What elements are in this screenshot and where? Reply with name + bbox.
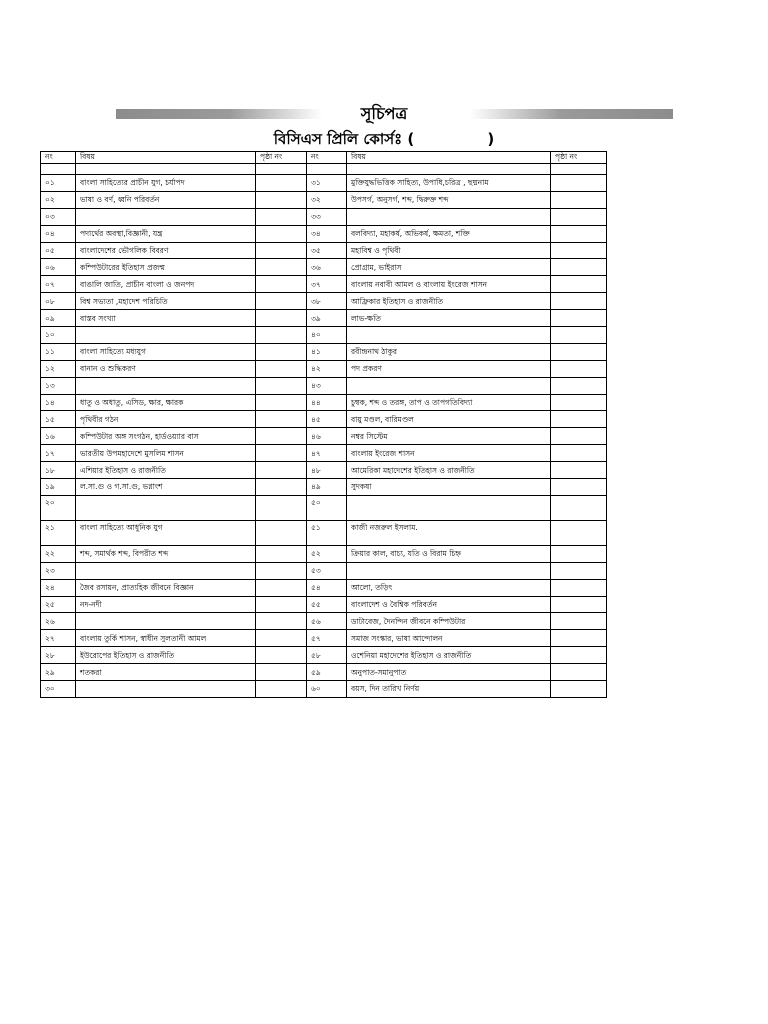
row-number-left: ২৩ [41, 562, 76, 579]
row-number-right: ৫৭ [307, 630, 347, 647]
row-page-left [256, 520, 307, 545]
row-subject-left: বানান ও শুদ্ধিকরণ [76, 360, 256, 377]
row-number-right: ৪৮ [307, 462, 347, 479]
row-page-right [551, 343, 607, 360]
table-row [41, 175, 607, 192]
row-page-right [551, 479, 607, 496]
row-number-right: ৩৭ [307, 276, 347, 293]
row-page-left [256, 293, 307, 310]
row-page-right [551, 579, 607, 596]
row-subject-right: বাংলায় নবাবী আমল ও বাংলায় ইংরেজ শাসন [347, 276, 551, 293]
page-title: সূচিপত্র [360, 104, 408, 123]
row-number-right: ৫৪ [307, 579, 347, 596]
row-subject-right [347, 562, 551, 579]
row-number-right: ৩৯ [307, 310, 347, 327]
row-page-right [551, 462, 607, 479]
row-number-left: ১৯ [41, 479, 76, 496]
column-header-page-left: পৃষ্ঠা নং [256, 152, 307, 164]
row-page-right [551, 562, 607, 579]
row-number-right: ৫৩ [307, 562, 347, 579]
table-row [41, 579, 607, 596]
row-subject-right [347, 208, 551, 225]
row-subject-right [347, 377, 551, 394]
contents-table-body [41, 163, 607, 697]
row-page-left [256, 445, 307, 462]
row-subject-left: শতকরা [76, 664, 256, 681]
row-page-right [551, 259, 607, 276]
row-page-right [551, 495, 607, 520]
row-subject-right: ডাটাবেজ, দৈনন্দিন জীবনে কম্পিউটার [347, 613, 551, 630]
table-row [41, 647, 607, 664]
row-number-left: ২৯ [41, 664, 76, 681]
row-number-left: ০৫ [41, 242, 76, 259]
column-header-number-left: নং [41, 152, 76, 164]
row-subject-right: রবীন্দ্রনাথ ঠাকুর [347, 343, 551, 360]
row-number-right: ৩১ [307, 175, 347, 192]
row-number-right: ৩২ [307, 191, 347, 208]
row-page-left [256, 647, 307, 664]
row-page-left [256, 208, 307, 225]
row-page-right [551, 242, 607, 259]
row-number-left: ১২ [41, 360, 76, 377]
row-page-left [256, 343, 307, 360]
row-number-right: ৩৮ [307, 293, 347, 310]
row-subject-right: মুক্তিযুদ্ধভিত্তিক সাহিত্য, উপাধি,চরিত্র , ছদ্মনাম [347, 175, 551, 192]
row-subject-right: সুদকষা [347, 479, 551, 496]
row-number-right: ৫২ [307, 545, 347, 562]
table-row [41, 411, 607, 428]
row-page-right [551, 545, 607, 562]
row-subject-left: কম্পিউটারের ইতিহাস প্রজন্ম [76, 259, 256, 276]
row-number-right: ৪৪ [307, 394, 347, 411]
row-page-right [551, 520, 607, 545]
row-number-left: ২৫ [41, 596, 76, 613]
row-subject-left: বাংলা সাহিত্যে আধুনিক যুগ [76, 520, 256, 545]
row-number-left: ৩০ [41, 681, 76, 698]
table-row [41, 520, 607, 545]
row-number-left: ২৭ [41, 630, 76, 647]
row-number-left: ১৮ [41, 462, 76, 479]
row-number-right: ৪৩ [307, 377, 347, 394]
table-row [41, 259, 607, 276]
row-subject-left: ধাতু ও অধাতু, এসিড, ক্ষার, ক্ষারক [76, 394, 256, 411]
row-page-left [256, 225, 307, 242]
row-number-right: ৪২ [307, 360, 347, 377]
table-row [41, 479, 607, 496]
row-number-right: ৪৭ [307, 445, 347, 462]
row-subject-left: বাঙালি জাতি, প্রাচীন বাংলা ও জনপদ [76, 276, 256, 293]
row-page-left [256, 191, 307, 208]
table-row [41, 596, 607, 613]
column-header-number-right: নং [307, 152, 347, 164]
row-subject-right: আলো, তড়িৎ [347, 579, 551, 596]
row-subject-right: লাভ-ক্ষতি [347, 310, 551, 327]
row-page-right [551, 327, 607, 344]
table-row [41, 310, 607, 327]
row-page-left [256, 562, 307, 579]
table-row [41, 495, 607, 520]
row-subject-left: কম্পিউটার অঙ্গ সংগঠন, হার্ডওয়্যার বাস [76, 428, 256, 445]
table-row [41, 428, 607, 445]
row-subject-right: নম্বর সিস্টেম [347, 428, 551, 445]
row-number-left: ১৭ [41, 445, 76, 462]
row-subject-left: ল.সা.গু ও গ.সা.গু, ভগ্নাংশ [76, 479, 256, 496]
row-page-right [551, 596, 607, 613]
table-row [41, 225, 607, 242]
table-row [41, 377, 607, 394]
row-page-left [256, 681, 307, 698]
row-subject-right: উপসর্গ, অনুসর্গ, শব্দ, দ্বিরুক্ত শব্দ [347, 191, 551, 208]
row-subject-right: প্রোগ্রাম, ভাইরাস [347, 259, 551, 276]
row-subject-left [76, 377, 256, 394]
row-page-left [256, 495, 307, 520]
row-subject-right: বাংলাদেশ ও বৈশ্বিক পরিবর্তন [347, 596, 551, 613]
table-row [41, 327, 607, 344]
row-number-right: ৪৫ [307, 411, 347, 428]
row-subject-right: বয়স, দিন তারিখ নির্ণয় [347, 681, 551, 698]
row-number-right: ৪১ [307, 343, 347, 360]
row-subject-right: অনুপাত-সমানুপাত [347, 664, 551, 681]
row-subject-right: কাজী নজরুল ইসলাম. [347, 520, 551, 545]
table-row [41, 681, 607, 698]
table-row [41, 562, 607, 579]
row-number-right: ৫৬ [307, 613, 347, 630]
row-subject-right: ওশেনিয়া মহাদেশের ইতিহাস ও রাজনীতি [347, 647, 551, 664]
row-subject-left: পৃথিবীর গঠন [76, 411, 256, 428]
row-number-left: ০৪ [41, 225, 76, 242]
row-page-right [551, 613, 607, 630]
row-page-right [551, 225, 607, 242]
row-number-left: ২০ [41, 495, 76, 520]
row-page-left [256, 462, 307, 479]
table-row [41, 613, 607, 630]
row-number-left: ২৮ [41, 647, 76, 664]
row-number-left: ২৬ [41, 613, 76, 630]
row-number-left: ০২ [41, 191, 76, 208]
row-number-right: ৫৯ [307, 664, 347, 681]
row-number-right: ৫৫ [307, 596, 347, 613]
row-subject-right: বায়ু মণ্ডল, বারিমণ্ডল [347, 411, 551, 428]
row-page-right [551, 276, 607, 293]
table-header-row [41, 152, 607, 164]
row-page-left [256, 411, 307, 428]
row-number-left: ২২ [41, 545, 76, 562]
row-page-left [256, 276, 307, 293]
row-number-right: ৫০ [307, 495, 347, 520]
table-spacer-row [41, 163, 607, 175]
row-page-right [551, 191, 607, 208]
row-subject-left: বাংলা সাহিত্যে মধ্যযুগ [76, 343, 256, 360]
row-number-right: ৩৬ [307, 259, 347, 276]
row-number-left: ০৩ [41, 208, 76, 225]
row-number-left: ২১ [41, 520, 76, 545]
row-subject-left [76, 681, 256, 698]
row-number-left: ১১ [41, 343, 76, 360]
row-subject-left [76, 562, 256, 579]
row-page-left [256, 394, 307, 411]
row-subject-right: ক্রিয়ার কাল, বাচ্য, যতি ও বিরাম চিহ্ন [347, 545, 551, 562]
row-page-right [551, 411, 607, 428]
row-number-right: ৩৫ [307, 242, 347, 259]
row-page-left [256, 175, 307, 192]
row-subject-left: বিশ্ব সভ্যতা ,মহাদেশ পরিচিতি [76, 293, 256, 310]
table-row [41, 445, 607, 462]
row-page-right [551, 681, 607, 698]
table-row [41, 191, 607, 208]
row-page-left [256, 259, 307, 276]
row-subject-left: বাস্তব সংখ্যা [76, 310, 256, 327]
row-subject-left: বাংলা সাহিত্যের প্রাচীন যুগ, চর্যাপদ [76, 175, 256, 192]
row-subject-right: আফ্রিকার ইতিহাস ও রাজনীতি [347, 293, 551, 310]
table-row [41, 208, 607, 225]
row-page-left [256, 545, 307, 562]
row-number-right: ৫৮ [307, 647, 347, 664]
row-number-left: ০৭ [41, 276, 76, 293]
row-number-right: ৬০ [307, 681, 347, 698]
row-number-right: ৫১ [307, 520, 347, 545]
row-number-right: ৩৩ [307, 208, 347, 225]
row-subject-right [347, 327, 551, 344]
row-page-right [551, 360, 607, 377]
column-header-page-right: পৃষ্ঠা নং [551, 152, 607, 164]
row-subject-left: শব্দ, সমার্থক শব্দ, বিপরীত শব্দ [76, 545, 256, 562]
row-page-left [256, 596, 307, 613]
row-subject-right: বলবিদ্যা, মহাকর্ষ, অভিকর্ষ, ক্ষমতা, শক্তি [347, 225, 551, 242]
row-number-left: ০৯ [41, 310, 76, 327]
row-number-left: ১৩ [41, 377, 76, 394]
row-subject-right: সমাজ সংস্কার, ভাষা আন্দোলন [347, 630, 551, 647]
row-number-left: ২৪ [41, 579, 76, 596]
row-subject-right [347, 495, 551, 520]
row-subject-left: ভারতীয় উপমহাদেশে মুসলিম শাসন [76, 445, 256, 462]
row-page-right [551, 293, 607, 310]
row-page-left [256, 360, 307, 377]
row-subject-right: পদ প্রকরণ [347, 360, 551, 377]
row-subject-left: এশিয়ার ইতিহাস ও রাজনীতি [76, 462, 256, 479]
row-subject-left: ইউরোপের ইতিহাস ও রাজনীতি [76, 647, 256, 664]
row-subject-left: ভাষা ও বর্ণ, ধ্বনি পরিবর্তন [76, 191, 256, 208]
row-number-right: ৩৪ [307, 225, 347, 242]
row-page-left [256, 479, 307, 496]
row-subject-left: নদ-নদী [76, 596, 256, 613]
row-subject-left [76, 495, 256, 520]
column-header-subject-right: বিষয় [347, 152, 551, 164]
row-page-right [551, 394, 607, 411]
row-number-right: ৪৯ [307, 479, 347, 496]
row-number-left: ১৪ [41, 394, 76, 411]
row-page-left [256, 613, 307, 630]
table-row [41, 545, 607, 562]
table-row [41, 242, 607, 259]
row-subject-left: বাংলাদেশের ভৌগলিক বিবরণ [76, 242, 256, 259]
row-number-right: ৪০ [307, 327, 347, 344]
row-subject-left: পদার্থের অবস্থা,বিজ্ঞানী, যন্ত্র [76, 225, 256, 242]
row-number-left: ১০ [41, 327, 76, 344]
row-page-left [256, 630, 307, 647]
table-row [41, 343, 607, 360]
row-page-left [256, 664, 307, 681]
table-row [41, 394, 607, 411]
row-number-left: ০৮ [41, 293, 76, 310]
row-subject-left [76, 327, 256, 344]
table-row [41, 293, 607, 310]
table-row [41, 360, 607, 377]
row-subject-left: বাংলায় তুর্কি শাসন, স্বাধীন সুলতানী আমল [76, 630, 256, 647]
row-page-right [551, 377, 607, 394]
row-page-left [256, 428, 307, 445]
table-row [41, 630, 607, 647]
row-number-left: ১৫ [41, 411, 76, 428]
row-subject-left [76, 208, 256, 225]
row-number-left: ০১ [41, 175, 76, 192]
row-page-left [256, 242, 307, 259]
row-page-right [551, 445, 607, 462]
page-subtitle: বিসিএস প্রিলি কোর্সঃ ( ) [273, 130, 495, 148]
row-subject-left: জৈব রসায়ন, প্রাত্যহিক জীবনে বিজ্ঞান [76, 579, 256, 596]
row-page-right [551, 428, 607, 445]
row-number-left: ১৬ [41, 428, 76, 445]
row-subject-left [76, 613, 256, 630]
row-page-left [256, 377, 307, 394]
table-row [41, 462, 607, 479]
row-subject-right: বাংলায় ইংরেজ শাসন [347, 445, 551, 462]
row-subject-right: মহাবিশ্ব ও পৃথিবী [347, 242, 551, 259]
contents-table [40, 151, 607, 698]
column-header-subject-left: বিষয় [76, 152, 256, 164]
table-row [41, 664, 607, 681]
row-page-left [256, 579, 307, 596]
row-number-left: ০৬ [41, 259, 76, 276]
row-page-right [551, 664, 607, 681]
row-number-right: ৪৬ [307, 428, 347, 445]
row-subject-right: চুম্বক, শব্দ ও তরঙ্গ, তাপ ও তাপগতিবিদ্যা [347, 394, 551, 411]
row-page-right [551, 647, 607, 664]
row-page-right [551, 208, 607, 225]
row-page-right [551, 630, 607, 647]
table-row [41, 276, 607, 293]
row-subject-right: আমেরিকা মহাদেশের ইতিহাস ও রাজনীতি [347, 462, 551, 479]
row-page-right [551, 310, 607, 327]
row-page-left [256, 310, 307, 327]
row-page-right [551, 175, 607, 192]
row-page-left [256, 327, 307, 344]
